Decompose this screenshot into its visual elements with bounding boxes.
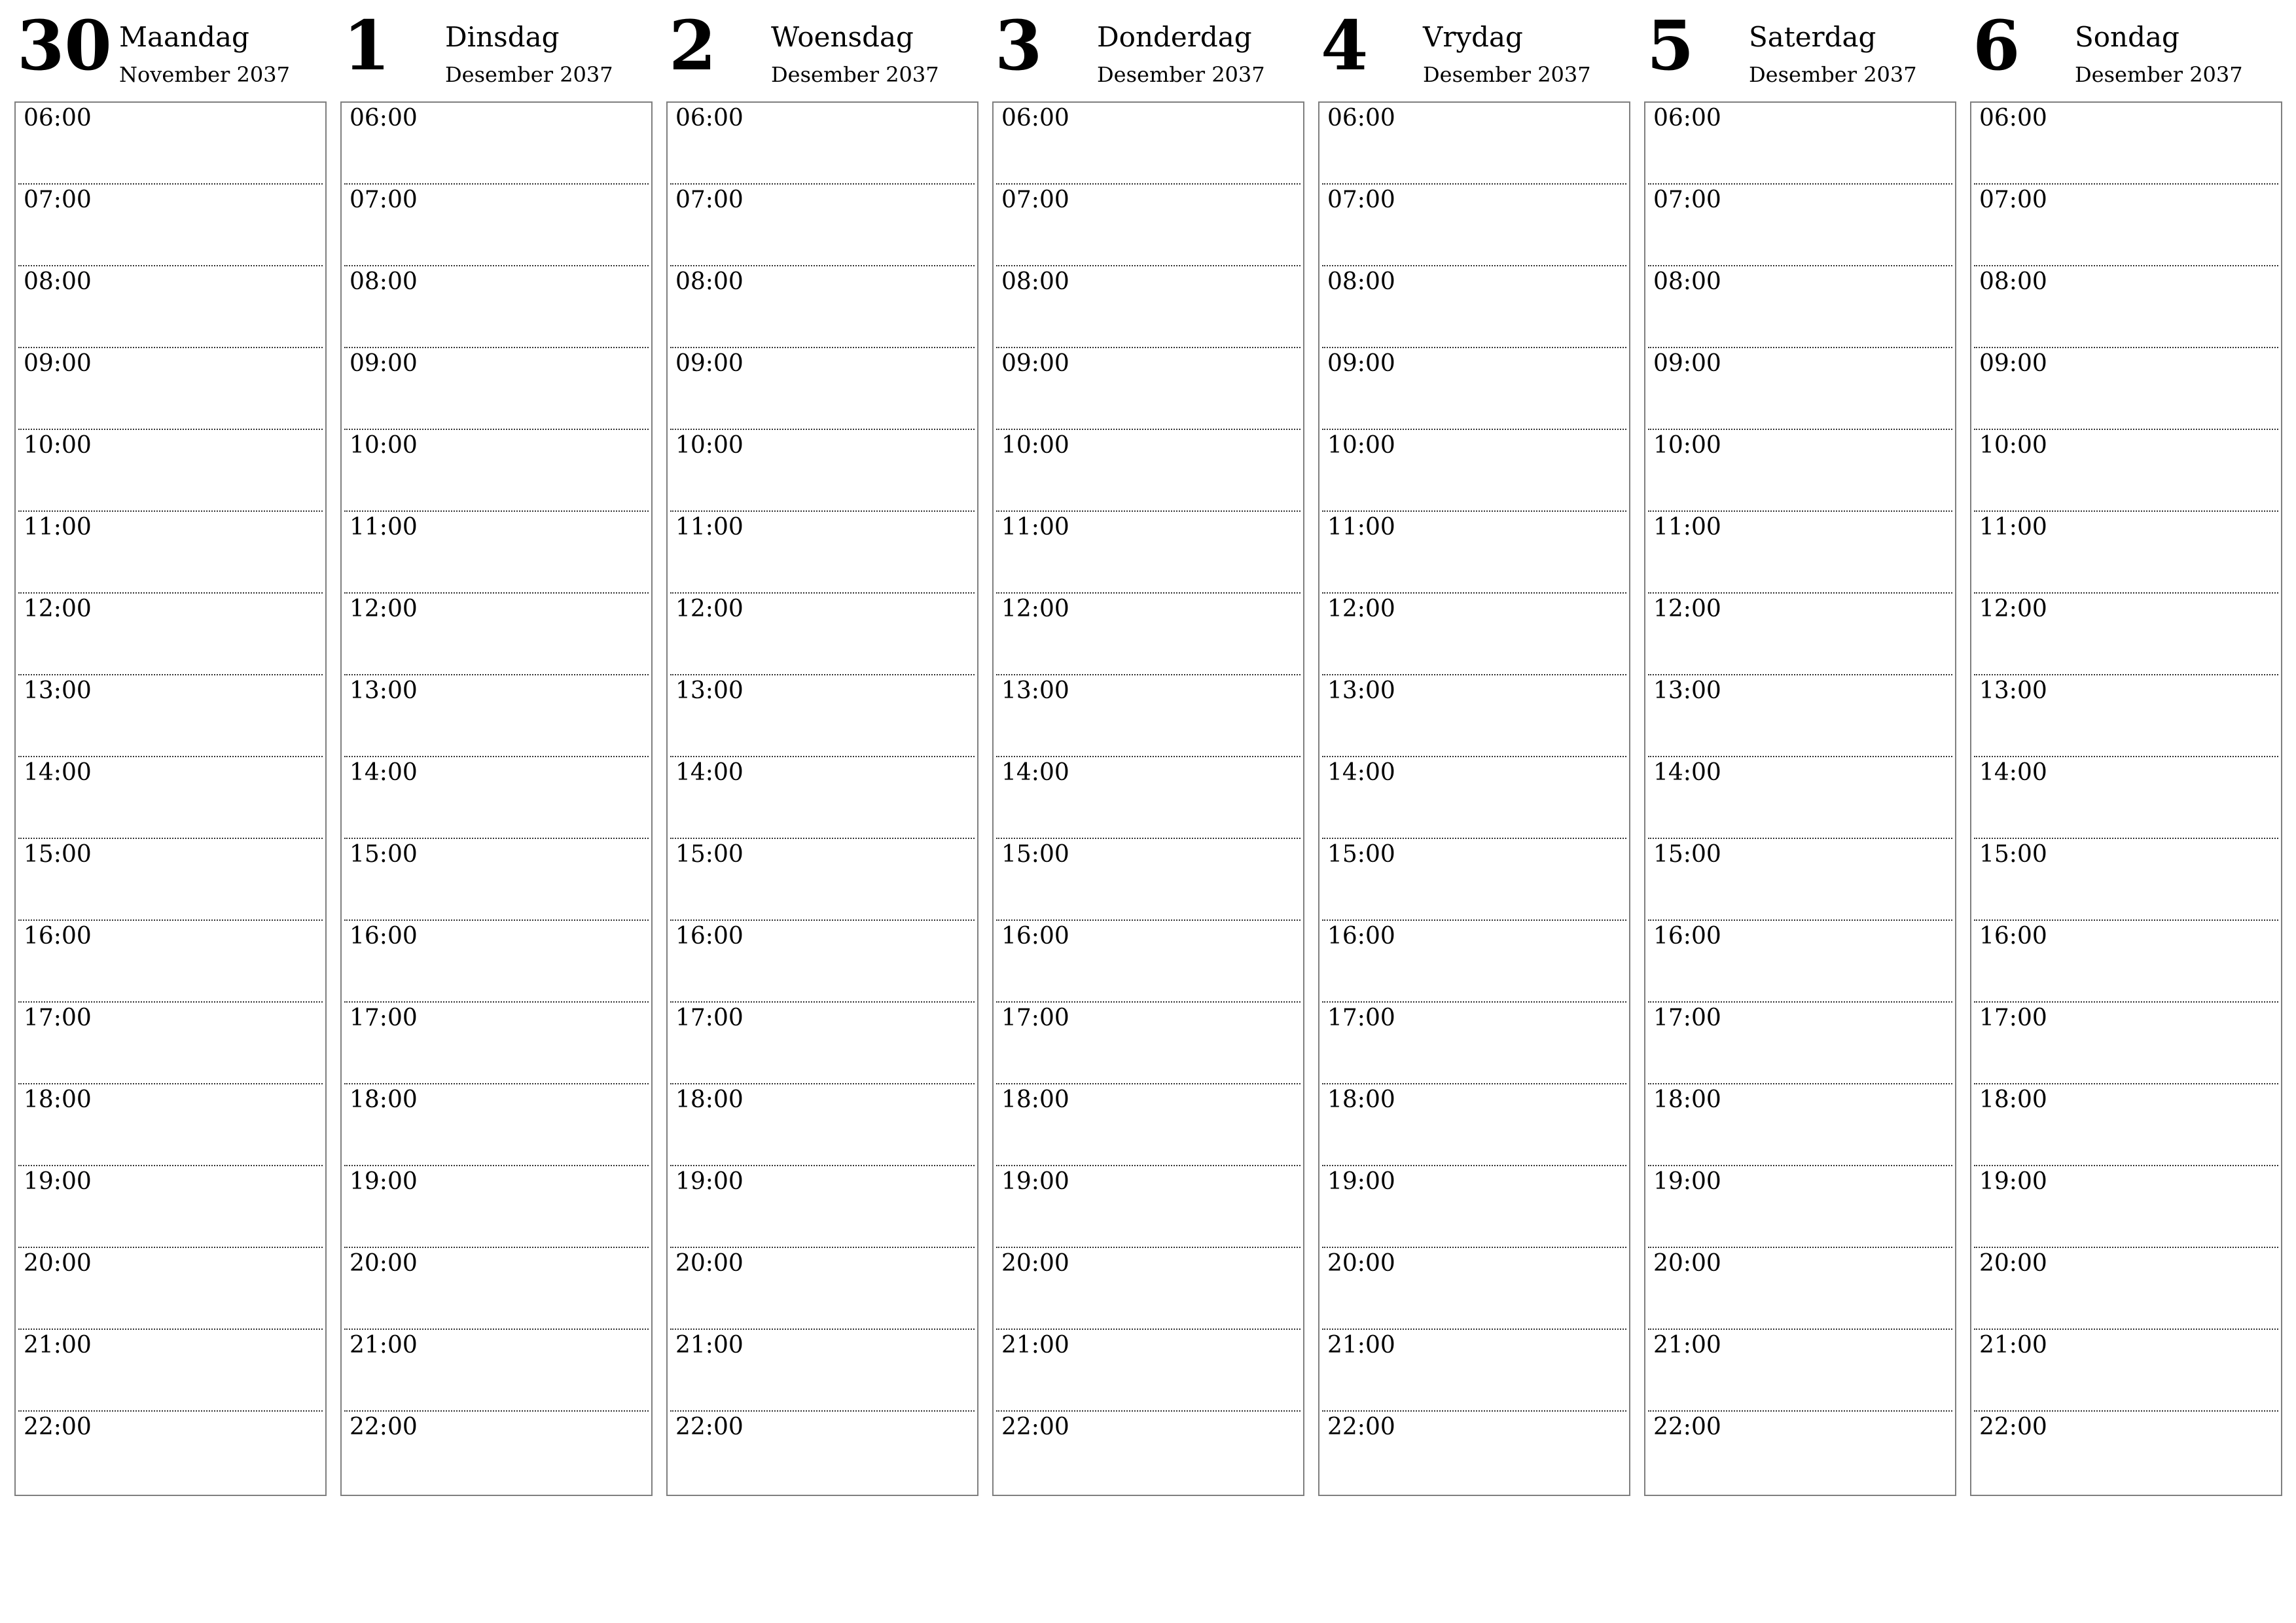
weekday-name: Vrydag (1423, 21, 1523, 53)
time-label: 21:00 (24, 1332, 92, 1359)
time-slot[interactable] (668, 1003, 977, 1084)
time-slot[interactable] (16, 1248, 325, 1330)
time-label: 13:00 (24, 677, 92, 704)
time-label: 08:00 (675, 268, 744, 295)
month-year: Desember 2037 (1749, 62, 1917, 87)
time-slot[interactable] (342, 921, 651, 1003)
time-slot[interactable] (342, 1330, 651, 1412)
time-label: 11:00 (1653, 514, 1721, 541)
time-slot[interactable] (1971, 1084, 2281, 1166)
time-label: 19:00 (1653, 1168, 1721, 1195)
time-slot[interactable] (1971, 348, 2281, 430)
time-label: 14:00 (1327, 759, 1395, 786)
time-slot[interactable] (1971, 1003, 2281, 1084)
time-label: 18:00 (675, 1086, 744, 1113)
time-label: 16:00 (675, 923, 744, 950)
time-slot[interactable] (1319, 839, 1629, 921)
time-slot[interactable] (342, 1003, 651, 1084)
time-label: 20:00 (350, 1250, 418, 1277)
month-year: Desember 2037 (1097, 62, 1265, 87)
time-label: 11:00 (24, 514, 92, 541)
time-slot[interactable] (668, 185, 977, 266)
time-slot[interactable] (1319, 430, 1629, 512)
time-slot[interactable] (994, 675, 1303, 757)
time-label: 18:00 (1653, 1086, 1721, 1113)
schedule-box[interactable] (1318, 101, 1630, 1496)
time-slot[interactable] (1645, 921, 1955, 1003)
time-slot[interactable] (342, 757, 651, 839)
day-header (1644, 0, 1956, 98)
time-slot[interactable] (994, 348, 1303, 430)
time-label: 06:00 (1001, 105, 1069, 132)
time-slot[interactable] (342, 103, 651, 185)
time-slot[interactable] (994, 103, 1303, 185)
weekday-name: Maandag (119, 21, 249, 53)
time-slot[interactable] (1319, 594, 1629, 675)
time-slot[interactable] (342, 266, 651, 348)
time-label: 16:00 (1653, 923, 1721, 950)
time-slot[interactable] (668, 1166, 977, 1248)
time-slot[interactable] (1319, 1248, 1629, 1330)
time-label: 22:00 (24, 1414, 92, 1440)
time-slot[interactable] (1319, 1166, 1629, 1248)
time-label: 15:00 (675, 841, 744, 868)
time-label: 11:00 (1327, 514, 1395, 541)
time-slot[interactable] (668, 594, 977, 675)
time-slot[interactable] (16, 1166, 325, 1248)
time-slot[interactable] (1645, 1412, 1955, 1493)
time-slot[interactable] (994, 1084, 1303, 1166)
time-label: 15:00 (350, 841, 418, 868)
time-label: 17:00 (1001, 1005, 1069, 1031)
time-label: 12:00 (350, 596, 418, 622)
time-label: 12:00 (1653, 596, 1721, 622)
time-label: 13:00 (675, 677, 744, 704)
time-label: 07:00 (1001, 187, 1069, 213)
time-slot[interactable] (16, 103, 325, 185)
time-slot[interactable] (1645, 594, 1955, 675)
time-label: 09:00 (1653, 350, 1721, 377)
time-label: 17:00 (1653, 1005, 1721, 1031)
time-slot[interactable] (1971, 430, 2281, 512)
time-label: 07:00 (1979, 187, 2047, 213)
time-slot[interactable] (1971, 594, 2281, 675)
time-slot[interactable] (1645, 839, 1955, 921)
time-label: 09:00 (675, 350, 744, 377)
time-label: 17:00 (1327, 1005, 1395, 1031)
time-label: 19:00 (1327, 1168, 1395, 1195)
day-header (992, 0, 1304, 98)
month-year: Desember 2037 (445, 62, 613, 87)
time-label: 07:00 (1327, 187, 1395, 213)
time-slot[interactable] (1645, 103, 1955, 185)
time-slot[interactable] (16, 1412, 325, 1493)
time-label: 12:00 (1979, 596, 2047, 622)
schedule-box[interactable] (992, 101, 1304, 1496)
time-label: 17:00 (350, 1005, 418, 1031)
time-label: 21:00 (350, 1332, 418, 1359)
time-slot[interactable] (668, 348, 977, 430)
time-label: 08:00 (1001, 268, 1069, 295)
time-slot[interactable] (668, 103, 977, 185)
time-label: 10:00 (1979, 432, 2047, 459)
weekday-name: Woensdag (771, 21, 914, 53)
day-number: 2 (669, 5, 717, 86)
time-slot[interactable] (994, 1003, 1303, 1084)
time-slot[interactable] (1319, 266, 1629, 348)
time-slot[interactable] (1645, 348, 1955, 430)
time-slot[interactable] (994, 1412, 1303, 1493)
month-year: Desember 2037 (2075, 62, 2243, 87)
time-label: 21:00 (1001, 1332, 1069, 1359)
time-slot[interactable] (668, 1412, 977, 1493)
day-header (14, 0, 327, 98)
time-label: 17:00 (24, 1005, 92, 1031)
month-year: Desember 2037 (771, 62, 939, 87)
day-number: 5 (1647, 5, 1695, 86)
time-label: 21:00 (675, 1332, 744, 1359)
time-slot[interactable] (1971, 839, 2281, 921)
time-slot[interactable] (1319, 348, 1629, 430)
time-slot[interactable] (1319, 1084, 1629, 1166)
time-label: 19:00 (1979, 1168, 2047, 1195)
time-label: 15:00 (1979, 841, 2047, 868)
time-slot[interactable] (994, 1166, 1303, 1248)
time-label: 11:00 (1001, 514, 1069, 541)
time-label: 07:00 (675, 187, 744, 213)
time-slot[interactable] (342, 512, 651, 594)
time-slot[interactable] (1971, 1248, 2281, 1330)
time-label: 18:00 (350, 1086, 418, 1113)
time-slot[interactable] (16, 921, 325, 1003)
time-slot[interactable] (16, 430, 325, 512)
time-slot[interactable] (668, 1084, 977, 1166)
time-label: 22:00 (1327, 1414, 1395, 1440)
time-label: 11:00 (1979, 514, 2047, 541)
time-slot[interactable] (342, 430, 651, 512)
time-label: 16:00 (350, 923, 418, 950)
time-label: 16:00 (1979, 923, 2047, 950)
time-slot[interactable] (342, 185, 651, 266)
time-slot[interactable] (1971, 1166, 2281, 1248)
time-slot[interactable] (16, 512, 325, 594)
time-slot[interactable] (16, 1330, 325, 1412)
time-label: 19:00 (675, 1168, 744, 1195)
time-slot[interactable] (994, 839, 1303, 921)
day-number: 4 (1321, 5, 1369, 86)
time-label: 20:00 (1001, 1250, 1069, 1277)
time-label: 08:00 (1327, 268, 1395, 295)
time-slot[interactable] (668, 1330, 977, 1412)
time-label: 16:00 (1327, 923, 1395, 950)
time-slot[interactable] (16, 594, 325, 675)
time-label: 10:00 (1001, 432, 1069, 459)
time-slot[interactable] (668, 1248, 977, 1330)
time-label: 08:00 (24, 268, 92, 295)
time-label: 12:00 (1327, 596, 1395, 622)
time-slot[interactable] (668, 757, 977, 839)
time-label: 09:00 (350, 350, 418, 377)
time-label: 18:00 (1979, 1086, 2047, 1113)
time-slot[interactable] (1319, 185, 1629, 266)
time-slot[interactable] (1645, 185, 1955, 266)
time-slot[interactable] (1319, 512, 1629, 594)
time-label: 16:00 (1001, 923, 1069, 950)
time-slot[interactable] (994, 266, 1303, 348)
time-label: 06:00 (350, 105, 418, 132)
time-label: 14:00 (675, 759, 744, 786)
time-slot[interactable] (1645, 1330, 1955, 1412)
time-slot[interactable] (994, 430, 1303, 512)
time-slot[interactable] (1645, 1084, 1955, 1166)
time-slot[interactable] (16, 185, 325, 266)
time-slot[interactable] (16, 348, 325, 430)
time-slot[interactable] (994, 1248, 1303, 1330)
schedule-box[interactable] (666, 101, 978, 1496)
time-label: 14:00 (1001, 759, 1069, 786)
day-number: 6 (1973, 5, 2020, 86)
day-number: 1 (343, 5, 391, 86)
weekday-name: Sondag (2075, 21, 2179, 53)
time-label: 22:00 (1001, 1414, 1069, 1440)
time-label: 22:00 (675, 1414, 744, 1440)
time-slot[interactable] (1971, 185, 2281, 266)
time-label: 18:00 (24, 1086, 92, 1113)
time-slot[interactable] (1645, 675, 1955, 757)
time-slot[interactable] (994, 594, 1303, 675)
time-label: 13:00 (1653, 677, 1721, 704)
time-slot[interactable] (342, 594, 651, 675)
time-label: 10:00 (1327, 432, 1395, 459)
time-label: 13:00 (1979, 677, 2047, 704)
day-header (340, 0, 653, 98)
time-slot[interactable] (342, 348, 651, 430)
time-slot[interactable] (668, 921, 977, 1003)
time-slot[interactable] (1319, 757, 1629, 839)
time-label: 06:00 (1979, 105, 2047, 132)
time-slot[interactable] (668, 675, 977, 757)
time-label: 10:00 (350, 432, 418, 459)
time-slot[interactable] (16, 839, 325, 921)
time-label: 08:00 (350, 268, 418, 295)
time-slot[interactable] (1971, 512, 2281, 594)
time-label: 11:00 (350, 514, 418, 541)
time-label: 10:00 (675, 432, 744, 459)
schedule-box[interactable] (340, 101, 653, 1496)
time-label: 20:00 (1327, 1250, 1395, 1277)
schedule-box[interactable] (1644, 101, 1956, 1496)
time-slot[interactable] (1971, 921, 2281, 1003)
day-header (666, 0, 978, 98)
time-label: 19:00 (350, 1168, 418, 1195)
time-label: 10:00 (24, 432, 92, 459)
month-year: November 2037 (119, 62, 290, 87)
time-slot[interactable] (1645, 1248, 1955, 1330)
day-header (1970, 0, 2282, 98)
time-slot[interactable] (668, 839, 977, 921)
time-label: 07:00 (24, 187, 92, 213)
time-label: 22:00 (1653, 1414, 1721, 1440)
time-label: 09:00 (1979, 350, 2047, 377)
time-label: 20:00 (675, 1250, 744, 1277)
time-label: 15:00 (1653, 841, 1721, 868)
time-slot[interactable] (16, 1084, 325, 1166)
time-slot[interactable] (1971, 675, 2281, 757)
schedule-box[interactable] (14, 101, 327, 1496)
time-label: 21:00 (1653, 1332, 1721, 1359)
time-label: 21:00 (1327, 1332, 1395, 1359)
time-label: 12:00 (1001, 596, 1069, 622)
time-slot[interactable] (1319, 1330, 1629, 1412)
time-label: 19:00 (24, 1168, 92, 1195)
time-label: 19:00 (1001, 1168, 1069, 1195)
time-slot[interactable] (994, 921, 1303, 1003)
time-label: 07:00 (1653, 187, 1721, 213)
day-header (1318, 0, 1630, 98)
time-slot[interactable] (668, 430, 977, 512)
time-label: 06:00 (1653, 105, 1721, 132)
time-slot[interactable] (1971, 1330, 2281, 1412)
time-label: 13:00 (350, 677, 418, 704)
time-label: 14:00 (1979, 759, 2047, 786)
time-slot[interactable] (1645, 757, 1955, 839)
time-label: 06:00 (675, 105, 744, 132)
time-slot[interactable] (342, 1412, 651, 1493)
time-slot[interactable] (1971, 757, 2281, 839)
time-label: 14:00 (350, 759, 418, 786)
time-slot[interactable] (1319, 921, 1629, 1003)
time-slot[interactable] (342, 839, 651, 921)
time-slot[interactable] (16, 757, 325, 839)
time-slot[interactable] (16, 266, 325, 348)
time-label: 07:00 (350, 187, 418, 213)
time-label: 06:00 (24, 105, 92, 132)
time-label: 08:00 (1653, 268, 1721, 295)
time-slot[interactable] (1645, 512, 1955, 594)
time-label: 17:00 (1979, 1005, 2047, 1031)
time-label: 14:00 (24, 759, 92, 786)
time-slot[interactable] (342, 1084, 651, 1166)
time-slot[interactable] (1319, 103, 1629, 185)
time-slot[interactable] (1971, 1412, 2281, 1493)
day-number: 30 (17, 5, 112, 86)
time-label: 15:00 (24, 841, 92, 868)
time-slot[interactable] (342, 1248, 651, 1330)
time-label: 20:00 (24, 1250, 92, 1277)
time-label: 13:00 (1327, 677, 1395, 704)
time-label: 09:00 (24, 350, 92, 377)
time-slot[interactable] (1319, 1412, 1629, 1493)
time-label: 09:00 (1001, 350, 1069, 377)
time-label: 21:00 (1979, 1332, 2047, 1359)
time-slot[interactable] (342, 675, 651, 757)
time-label: 20:00 (1979, 1250, 2047, 1277)
weekday-name: Donderdag (1097, 21, 1252, 53)
time-label: 20:00 (1653, 1250, 1721, 1277)
time-label: 16:00 (24, 923, 92, 950)
time-slot[interactable] (16, 1003, 325, 1084)
time-slot[interactable] (1645, 1166, 1955, 1248)
day-number: 3 (995, 5, 1043, 86)
time-slot[interactable] (668, 266, 977, 348)
time-slot[interactable] (1971, 103, 2281, 185)
time-label: 13:00 (1001, 677, 1069, 704)
time-slot[interactable] (1319, 675, 1629, 757)
time-slot[interactable] (994, 1330, 1303, 1412)
time-slot[interactable] (994, 185, 1303, 266)
time-slot[interactable] (1971, 266, 2281, 348)
time-label: 18:00 (1327, 1086, 1395, 1113)
time-label: 15:00 (1001, 841, 1069, 868)
time-label: 11:00 (675, 514, 744, 541)
time-label: 12:00 (24, 596, 92, 622)
schedule-box[interactable] (1970, 101, 2282, 1496)
time-slot[interactable] (994, 512, 1303, 594)
time-slot[interactable] (994, 757, 1303, 839)
time-slot[interactable] (1645, 430, 1955, 512)
weekday-name: Saterdag (1749, 21, 1876, 53)
time-label: 22:00 (1979, 1414, 2047, 1440)
time-label: 06:00 (1327, 105, 1395, 132)
month-year: Desember 2037 (1423, 62, 1591, 87)
time-label: 09:00 (1327, 350, 1395, 377)
time-label: 17:00 (675, 1005, 744, 1031)
time-label: 12:00 (675, 596, 744, 622)
time-slot[interactable] (16, 675, 325, 757)
time-label: 22:00 (350, 1414, 418, 1440)
time-label: 14:00 (1653, 759, 1721, 786)
weekday-name: Dinsdag (445, 21, 560, 53)
time-label: 08:00 (1979, 268, 2047, 295)
time-label: 18:00 (1001, 1086, 1069, 1113)
time-label: 10:00 (1653, 432, 1721, 459)
time-slot[interactable] (1319, 1003, 1629, 1084)
time-slot[interactable] (668, 512, 977, 594)
time-label: 15:00 (1327, 841, 1395, 868)
time-slot[interactable] (1645, 1003, 1955, 1084)
time-slot[interactable] (342, 1166, 651, 1248)
time-slot[interactable] (1645, 266, 1955, 348)
